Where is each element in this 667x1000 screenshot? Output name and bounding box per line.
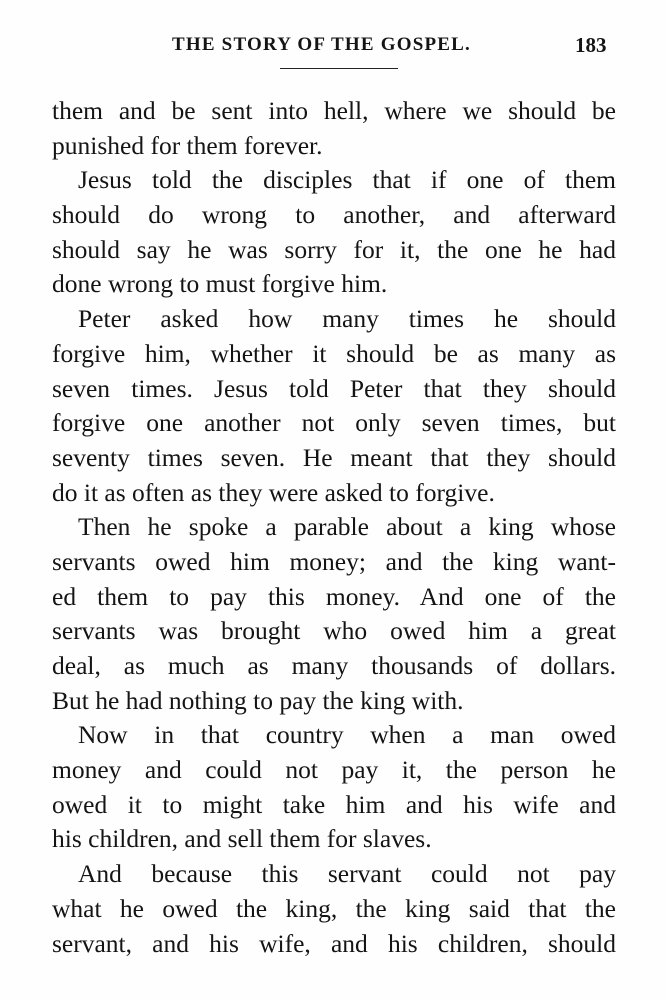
text-line: seventy times seven. He meant that they should [52,442,616,472]
text-line: money and could not pay it, the person he [52,755,616,785]
text-line: what he owed the king, the king said that the [52,893,616,923]
text-line: servant, and his wife, and his children, should [52,928,616,958]
text-line: them and be sent into hell, where we should be [52,96,616,125]
text-line: seven times. Jesus told Peter that they should [52,373,616,403]
text-line: Peter asked how many times he should [78,304,616,334]
text-line: deal, as much as many thousands of dollars. [52,651,616,680]
body-text [52,94,616,961]
text-line: servants owed him money; and the king want- [52,546,616,576]
text-line: But he had nothing to pay the king with. [52,685,464,715]
running-header [0,34,667,64]
text-line: Jesus told the disciples that if one of them [78,165,616,195]
text-line: Then he spoke a parable about a king whose [78,512,616,542]
text-line: ed them to pay this money. And one of the [52,581,616,611]
text-line: forgive him, whether it should be as many as [52,338,616,368]
page-number: 183 [575,33,607,57]
text-line: punished for them forever. [52,130,323,160]
text-line: done wrong to must forgive him. [52,269,388,299]
header-rule [280,68,398,69]
text-line: should say he was sorry for it, the one he had [52,234,616,264]
text-line: his children, and sell them for slaves. [52,824,432,854]
text-line: owed it to might take him and his wife and [52,789,616,819]
text-line: forgive one another not only seven times, but [52,408,616,438]
text-line: do it as often as they were asked to forgive. [52,477,495,507]
text-line: And because this servant could not pay [78,859,616,889]
text-line: Now in that country when a man owed [78,720,616,750]
text-line: should do wrong to another, and afterward [52,200,616,230]
text-line: servants was brought who owed him a great [52,616,616,646]
running-title: THE STORY OF THE GOSPEL. [172,34,471,55]
